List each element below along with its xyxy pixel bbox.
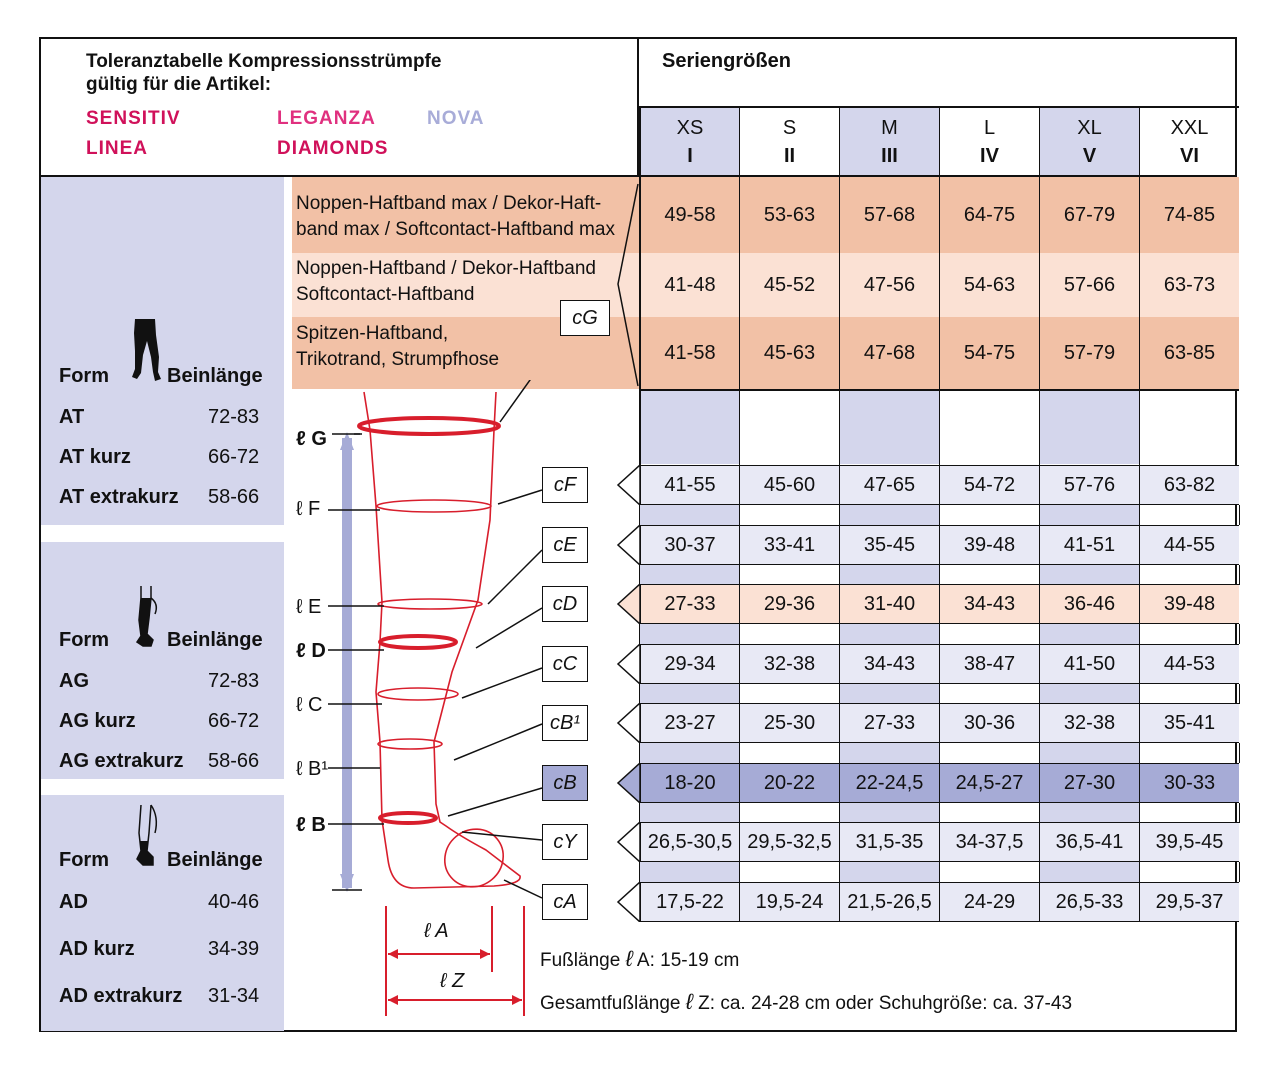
- measurement-row: [639, 465, 1239, 505]
- form-row-name: AG kurz: [59, 710, 136, 732]
- leg-label-b: ℓ B: [296, 814, 326, 836]
- band-value: 54-75: [939, 317, 1039, 389]
- measurement-value: 34-43: [839, 645, 939, 683]
- foot-label-z: ℓ Z: [440, 970, 465, 992]
- size-header-xxl: [1139, 108, 1239, 175]
- measurement-value: 33-41: [739, 526, 839, 564]
- row-spacer: [639, 862, 1239, 882]
- measurement-value: 39,5-45: [1139, 823, 1239, 861]
- measurement-value: 41-55: [639, 466, 739, 504]
- footnote-gesamtfusslaenge: Gesamtfußlänge ℓ Z: ca. 24-28 cm oder Schuhgröße: ca. 37-43: [540, 989, 1073, 1014]
- form-row-value: 58-66: [208, 486, 260, 508]
- beinlaenge-label: Beinlänge: [167, 365, 263, 387]
- beinlaenge-label: Beinlänge: [167, 849, 263, 871]
- size-roman: I: [687, 144, 693, 167]
- band-label-3: Spitzen-Haftband, Trikotrand, Strumpfhose: [296, 323, 500, 370]
- measurement-value: 47-65: [839, 466, 939, 504]
- brand-sensitiv: SENSITIV: [86, 108, 181, 129]
- band-value: 63-73: [1139, 253, 1239, 317]
- measurement-value: 39-48: [939, 526, 1039, 564]
- row-spacer: [639, 624, 1239, 644]
- measurement-value: 30-37: [639, 526, 739, 564]
- measurement-row: [639, 525, 1239, 565]
- form-row-name: AG extrakurz: [59, 750, 184, 772]
- band-value: 49-58: [639, 177, 739, 253]
- measurement-value: 32-38: [739, 645, 839, 683]
- leg-label-f: ℓ F: [296, 498, 321, 520]
- size-roman: VI: [1180, 144, 1199, 167]
- form-row-value: 66-72: [208, 446, 260, 468]
- form-row-value: 34-39: [208, 938, 260, 960]
- measurement-value: 26,5-33: [1039, 883, 1139, 921]
- form-label: Form: [59, 365, 109, 387]
- size-header-l: [939, 108, 1039, 175]
- size-code: M: [881, 116, 898, 139]
- title-line-1: Toleranztabelle Kompressionsstrümpfe: [86, 51, 442, 72]
- band-value: 67-79: [1039, 177, 1139, 253]
- leg-diagram: [284, 380, 644, 1030]
- measurement-value: 35-45: [839, 526, 939, 564]
- size-code: XXL: [1170, 116, 1209, 139]
- measurement-value: 29,5-37: [1139, 883, 1239, 921]
- band-value: 57-68: [839, 177, 939, 253]
- measurement-value: 54-72: [939, 466, 1039, 504]
- form-row-value: 58-66: [208, 750, 260, 772]
- measurement-value: 27-30: [1039, 764, 1139, 802]
- band-value: 74-85: [1139, 177, 1239, 253]
- form-row-name: AD kurz: [59, 938, 135, 960]
- measurement-row: [639, 882, 1239, 922]
- thigh-stocking-icon: [129, 584, 165, 650]
- measurement-value: 34-37,5: [939, 823, 1039, 861]
- series-title: Seriengrößen: [662, 50, 791, 72]
- size-header-row: [639, 108, 1239, 175]
- size-header-m: [839, 108, 939, 175]
- measurement-value: 27-33: [639, 585, 739, 623]
- measurement-value: 41-50: [1039, 645, 1139, 683]
- form-row-value: 72-83: [208, 670, 260, 692]
- foot-label-a: ℓ A: [424, 920, 449, 942]
- measurement-value: 63-82: [1139, 466, 1239, 504]
- leg-length-bar: [342, 438, 352, 888]
- measurement-value: 17,5-22: [639, 883, 739, 921]
- measurement-value: 41-51: [1039, 526, 1139, 564]
- tights-icon: [129, 317, 165, 385]
- measurement-value: 32-38: [1039, 704, 1139, 742]
- measurement-value: 27-33: [839, 704, 939, 742]
- form-panel-ad: [41, 795, 284, 1031]
- measurement-value: 44-53: [1139, 645, 1239, 683]
- form-row-name: AT: [59, 406, 85, 428]
- measurement-label-ca: cA: [542, 884, 588, 920]
- measurement-value: 36-46: [1039, 585, 1139, 623]
- table-title: [86, 50, 441, 96]
- size-code: S: [782, 116, 797, 139]
- band-row: [639, 177, 1239, 253]
- size-header-s: [739, 108, 839, 175]
- size-header-xl: [1039, 108, 1139, 175]
- measurement-value: 30-33: [1139, 764, 1239, 802]
- brand-leganza: LEGANZA: [277, 108, 376, 129]
- measurement-value: 29-34: [639, 645, 739, 683]
- form-panel-ag: [41, 542, 284, 779]
- measurement-label-cb: cB: [542, 765, 588, 801]
- band-value: 47-68: [839, 317, 939, 389]
- band-label-1: Noppen-Haftband max / Dekor-Haft- band max / Softcontact-Haftband max: [296, 193, 615, 240]
- size-code: L: [983, 116, 996, 139]
- band-value: 63-85: [1139, 317, 1239, 389]
- measurement-value: 23-27: [639, 704, 739, 742]
- measurement-value: 34-43: [939, 585, 1039, 623]
- form-row-name: AT extrakurz: [59, 486, 179, 508]
- brand-linea: LINEA: [86, 138, 148, 159]
- band-value: 57-66: [1039, 253, 1139, 317]
- measurement-label-cd: cD: [542, 586, 588, 622]
- band-value: 54-63: [939, 253, 1039, 317]
- measurement-value: 31-40: [839, 585, 939, 623]
- measurement-label-cc: cC: [542, 646, 588, 682]
- band-label-area: [292, 177, 639, 389]
- band-marker-g: cG: [560, 300, 610, 336]
- row-spacer: [639, 743, 1239, 763]
- measurement-row: [639, 644, 1239, 684]
- size-code: XL: [1077, 116, 1102, 139]
- measurement-value: 44-55: [1139, 526, 1239, 564]
- band-row: [639, 317, 1239, 389]
- form-row-name: AT kurz: [59, 446, 131, 468]
- row-spacer: [639, 684, 1239, 704]
- row-spacer: [639, 565, 1239, 585]
- form-panel-at: [41, 177, 284, 525]
- measurement-value: 36,5-41: [1039, 823, 1139, 861]
- form-row-name: AD extrakurz: [59, 985, 183, 1007]
- measurement-value: 38-47: [939, 645, 1039, 683]
- band-value: 45-63: [739, 317, 839, 389]
- knee-stocking-icon: [129, 803, 165, 869]
- band-value: 64-75: [939, 177, 1039, 253]
- title-line-2: gültig für die Artikel:: [86, 74, 272, 95]
- measurement-row: [639, 822, 1239, 862]
- measurement-value: 21,5-26,5: [839, 883, 939, 921]
- measurement-row: [639, 703, 1239, 743]
- band-value: 57-79: [1039, 317, 1139, 389]
- form-row-value: 31-34: [208, 985, 260, 1007]
- band-row: [639, 253, 1239, 317]
- measurement-label-cf: cF: [542, 467, 588, 503]
- form-label: Form: [59, 849, 109, 871]
- measurement-value: 57-76: [1039, 466, 1139, 504]
- spacer-row: [639, 390, 1239, 464]
- size-roman: IV: [980, 144, 999, 167]
- measurement-value: 39-48: [1139, 585, 1239, 623]
- band-value: 41-58: [639, 317, 739, 389]
- brand-diamonds: DIAMONDS: [277, 138, 389, 159]
- measurement-label-cy: cY: [542, 824, 588, 860]
- leg-label-c: ℓ C: [296, 694, 323, 716]
- size-roman: III: [881, 144, 898, 167]
- measurement-label-ce: cE: [542, 527, 588, 563]
- band-value: 45-52: [739, 253, 839, 317]
- row-spacer: [639, 505, 1239, 525]
- form-row-value: 66-72: [208, 710, 260, 732]
- measurement-value: 25-30: [739, 704, 839, 742]
- leg-label-g: ℓ G: [296, 428, 327, 450]
- form-row-value: 72-83: [208, 406, 260, 428]
- band-value: 47-56: [839, 253, 939, 317]
- form-row-name: AG: [59, 670, 89, 692]
- measurement-value: 29,5-32,5: [739, 823, 839, 861]
- row-spacer: [639, 803, 1239, 823]
- footnote-fusslaenge: Fußlänge ℓ A: 15-19 cm: [540, 946, 740, 971]
- measurement-value: 19,5-24: [739, 883, 839, 921]
- measurement-value: 29-36: [739, 585, 839, 623]
- measurement-value: 22-24,5: [839, 764, 939, 802]
- measurement-label-cb1: cB¹: [542, 705, 588, 741]
- measurement-value: 24-29: [939, 883, 1039, 921]
- band-label-2: Noppen-Haftband / Dekor-Haftband Softcontact-Haftband: [296, 258, 596, 305]
- measurement-value: 45-60: [739, 466, 839, 504]
- leg-label-e: ℓ E: [296, 596, 322, 618]
- measurement-row: [639, 763, 1239, 803]
- size-code: XS: [676, 116, 704, 139]
- measurement-value: 35-41: [1139, 704, 1239, 742]
- leg-label-d: ℓ D: [296, 640, 326, 662]
- band-bracket: [612, 180, 642, 390]
- measurement-value: 20-22: [739, 764, 839, 802]
- size-roman: V: [1082, 144, 1097, 167]
- measurement-value: 24,5-27: [939, 764, 1039, 802]
- beinlaenge-label: Beinlänge: [167, 629, 263, 651]
- band-value: 53-63: [739, 177, 839, 253]
- measurement-value: 26,5-30,5: [639, 823, 739, 861]
- size-header-xs: [639, 108, 739, 175]
- measurement-value: 30-36: [939, 704, 1039, 742]
- form-label: Form: [59, 629, 109, 651]
- leg-label-b1: ℓ B¹: [296, 758, 329, 780]
- form-row-name: AD: [59, 891, 88, 913]
- form-row-value: 40-46: [208, 891, 260, 913]
- band-value: 41-48: [639, 253, 739, 317]
- brand-nova: NOVA: [427, 108, 485, 129]
- band-bottom-line: [639, 389, 1239, 390]
- measurement-row: [639, 584, 1239, 624]
- measurement-value: 31,5-35: [839, 823, 939, 861]
- measurement-value: 18-20: [639, 764, 739, 802]
- size-roman: II: [783, 144, 796, 167]
